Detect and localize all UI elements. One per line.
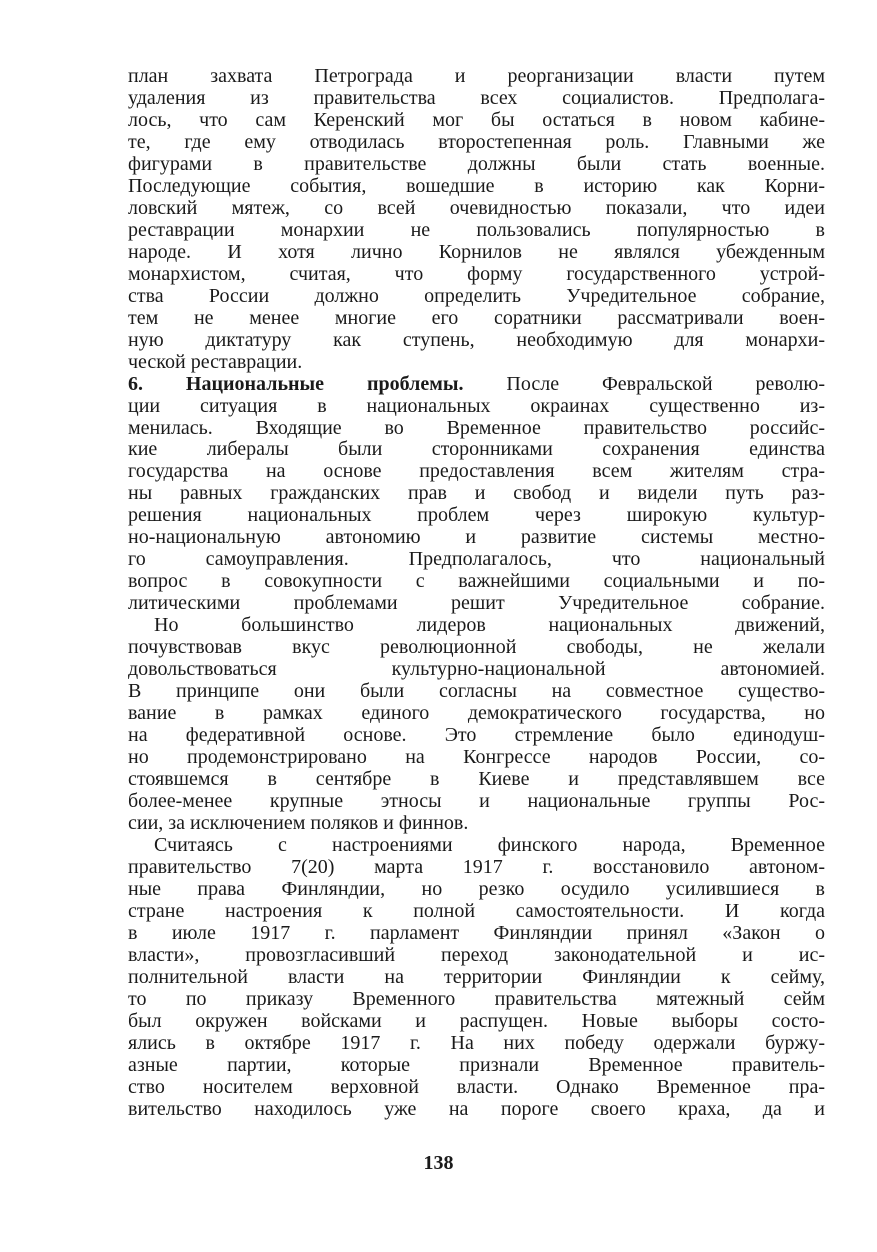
page-number: 138 (423, 1152, 454, 1174)
text-line: вопрос в совокупности с важнейшими социальными и по- (128, 570, 825, 593)
text-line: тем не менее многие его соратники рассматривали воен- (128, 306, 825, 329)
text-line: В принципе они были согласны на совместное существо- (128, 680, 825, 703)
text-line: ства России должно определить Учредительное собрание, (128, 284, 825, 307)
text-line: правительство 7(20) марта 1917 г. восстановило автоном- (128, 855, 825, 878)
text-line: стране настроения к полной самостоятельности. И когда (128, 899, 825, 922)
text-line: азные партии, которые признали Временное правитель- (128, 1053, 825, 1076)
text-line: Считаясь с настроениями финского народа, Временное (154, 833, 825, 856)
text-line: решения национальных проблем через широкую культур- (128, 504, 825, 527)
text-line: на федеративной основе. Это стремление было единодуш- (128, 724, 825, 747)
text-line: сии, за исключением поляков и финнов. (128, 811, 469, 834)
text-line: был окружен войсками и распущен. Новые выборы состо- (128, 1009, 825, 1032)
text-line: стоявшемся в сентябре в Киеве и представлявшем все (128, 768, 825, 790)
text-line: ческой реставрации. (128, 350, 303, 373)
section-heading: 6. Национальные проблемы. (128, 372, 464, 395)
text-line: ны равных гражданских прав и свобод и видели путь раз- (128, 482, 825, 505)
text-line: ялись в октябре 1917 г. На них победу одержали буржу- (128, 1031, 825, 1054)
text-line: власти», провозгласивший переход законодательной и ис- (128, 943, 825, 966)
text-line: ловский мятеж, со всей очевидностью показали, что идеи (128, 196, 825, 219)
text-line: но-национальную автономию и развитие системы местно- (128, 526, 825, 549)
text-line: то по приказу Временного правительства мятежный сейм (128, 987, 825, 1010)
text-line: план захвата Петрограда и реорганизации власти путем (128, 65, 825, 87)
text-line: ную диктатуру как ступень, необходимую для монархи- (128, 328, 825, 351)
text-line: полнительной власти на территории Финляндии к сейму, (128, 965, 825, 988)
text-line: удаления из правительства всех социалистов. Предполага- (128, 86, 825, 109)
text-line: литическими проблемами решит Учредительное собрание. (128, 592, 825, 615)
text-line: Последующие события, вошедшие в историю как Корни- (128, 174, 825, 197)
text-line: лось, что сам Керенский мог бы остаться в новом кабине- (128, 108, 825, 131)
text-line: но продемонстрировано на Конгрессе народов России, со- (128, 746, 825, 769)
text-line: менилась. Входящие во Временное правительство российс- (128, 416, 825, 439)
text-line: фигурами в правительстве должны были стать военные. (128, 152, 825, 175)
text-line: более-менее крупные этносы и национальные группы Рос- (128, 789, 825, 812)
text-line: ные права Финляндии, но резко осудило усилившиеся в (128, 877, 825, 900)
line-text: После Февральской револю- (463, 372, 825, 395)
text-line: вительство находилось уже на пороге своего краха, да и (128, 1097, 825, 1120)
text-line: народе. И хотя лично Корнилов не являлся убежденным (128, 240, 825, 263)
text-line: го самоуправления. Предполагалось, что национальный (128, 548, 825, 571)
text-line: реставрации монархии не пользовались популярностью в (128, 218, 825, 241)
text-line: ство носителем верховной власти. Однако Временное пра- (128, 1075, 825, 1098)
text-line: в июле 1917 г. парламент Финляндии принял «Закон о (128, 921, 825, 944)
text-line: довольствоваться культурно-национальной автономией. (128, 658, 825, 681)
text-line: монархистом, считая, что форму государственного устрой- (128, 262, 825, 285)
text-line: почувствовав вкус революционной свободы, не желали (128, 636, 825, 659)
text-line: кие либералы были сторонниками сохранения единства (128, 438, 825, 461)
text-line: вание в рамках единого демократического государства, но (128, 702, 825, 725)
text-line: Но большинство лидеров национальных движений, (154, 614, 825, 637)
text-line: ции ситуация в национальных окраинах существенно из- (128, 394, 825, 417)
text-line (128, 374, 825, 396)
text-line: государства на основе предоставления всем жителям стра- (128, 460, 825, 483)
text-line: те, где ему отводилась второстепенная роль. Главными же (128, 130, 825, 153)
page-body-text (128, 66, 825, 1121)
